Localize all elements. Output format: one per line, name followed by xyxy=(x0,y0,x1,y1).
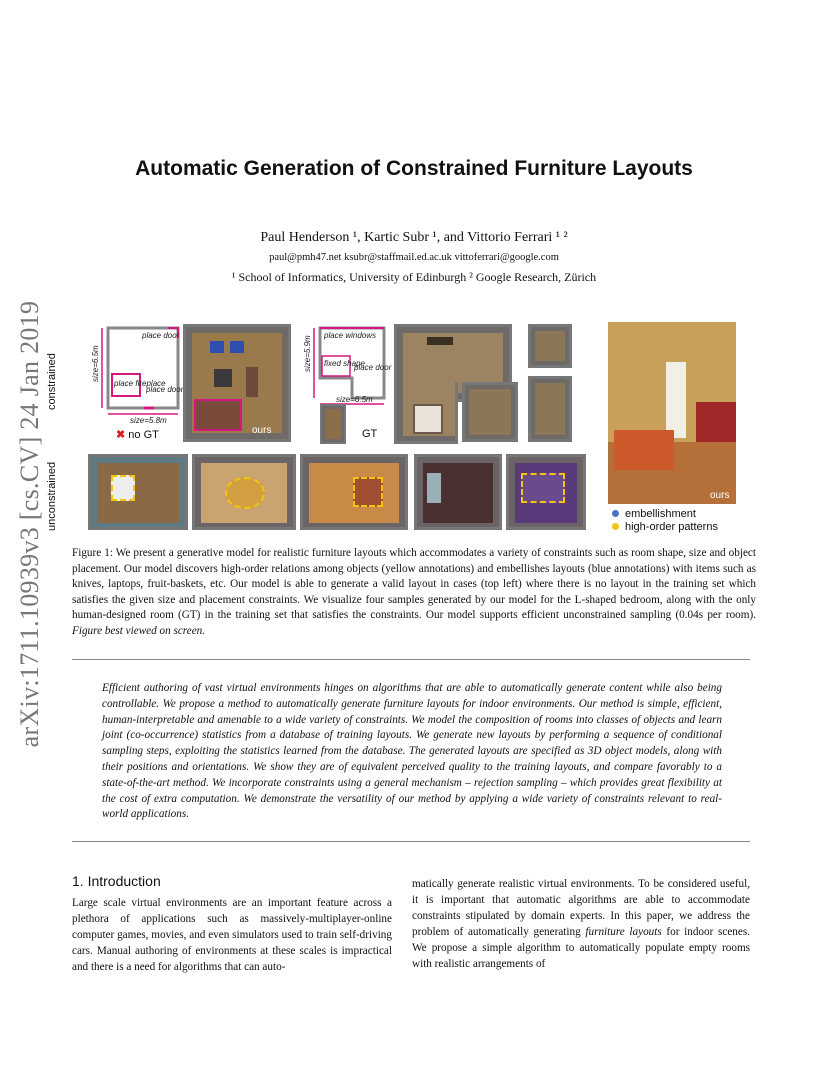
ours-label-3: ours xyxy=(710,490,730,501)
row-label-constrained: constrained xyxy=(46,353,58,410)
gt-label: GT xyxy=(362,428,378,440)
render-bedroom-sample-a xyxy=(528,324,572,368)
sketch2-fixed-shape-label: fixed shape xyxy=(324,359,365,368)
abstract: Efficient authoring of vast virtual environments hinges on algorithms that are able to automatically generate content while also being controllable. We propose a method to automatically generate furniture layouts for indoor environments. Our method is simple, efficient, human-interpretable and amenable to a wide variety of constraints. We model the composition of rooms into classes of objects and learn joint (co-occurrence) statistics from a database of training layouts. We generate new layouts by performing a sequence of conditional sampling steps, exploiting the statistics learned from the database. The generated layouts are specified as 3D object models, along with their positions and orientations. We show they are of equivalent perceived quality to the training layouts, and compare favorably to a state-of-the-art method. We incorporate constraints using a general mechanism – rejection sampling – which provides great flexibility at the cost of extra computation. We demonstrate the versatility of our method by applying a wide variety of constraints relevant to real-world applications. xyxy=(102,682,722,821)
render-bedroom-ours-lower xyxy=(394,382,458,444)
sketch2-size-vertical: size=5.9m xyxy=(303,335,312,372)
legend-high-order: high-order patterns xyxy=(612,521,718,534)
paper-title: Automatic Generation of Constrained Furniture Layouts xyxy=(135,157,693,180)
sketch1-place-door2-label: place door xyxy=(146,385,184,394)
blue-dot-icon xyxy=(612,510,619,517)
figure-legend xyxy=(612,508,718,534)
yellow-dot-icon xyxy=(612,523,619,530)
row-label-unconstrained: unconstrained xyxy=(46,461,58,531)
render-unconstrained-2 xyxy=(192,454,296,530)
intro-column-2: matically generate realistic virtual environments. To be considered useful, it is important that automatic algorithms are able to accommodate constraints stipulated by domain experts. In this paper, we address the problem of automatically generating furniture layouts for indoor scenes. We propose a simple algorithm to automatically populate empty rooms with realistic arrangements of xyxy=(412,878,751,970)
render-room-ours-1 xyxy=(183,324,291,442)
sketch2-place-door-label: place door xyxy=(354,363,392,372)
intro-column-1: Large scale virtual environments are an important feature across a plethora of applications such as massively-multiplayer-online computer games, movies, and even simulators used to train self-driving cars. Manual authoring of environments at these scales is impractical and there is a need for algorithms that can auto- xyxy=(72,897,392,973)
author-list: Paul Henderson ¹, Kartic Subr ¹, and Vittorio Ferrari ¹ ² xyxy=(260,230,568,245)
figure-1 xyxy=(46,320,770,542)
constraint-sketch-1 xyxy=(88,324,188,424)
render-kitchen-ours xyxy=(608,322,736,504)
render-gt-room xyxy=(320,404,346,444)
no-gt-label: ✖ no GT xyxy=(116,429,159,441)
render-unconstrained-5 xyxy=(506,454,586,530)
render-unconstrained-3 xyxy=(300,454,408,530)
ours-label-1: ours xyxy=(252,425,272,436)
figure-caption: Figure 1: We present a generative model for realistic furniture layouts which accommodates a variety of constraints such as room shape, size and object placement. Our model discovers high-order relations among objects (yellow annotations) and embellishes layouts (blue annotations) with items such as knives, laptops, fruit-baskets, etc. Our model is able to generate a valid layout in cases (top left) where there is no layout in the training set which satisfies the given size and placement constraints. We visualize four samples generated by our model for the L-shaped bedroom, along with the only human-designed room (GT) in the training set that satisfies the constraints. Our model supports efficient unconstrained sampling (0.04s per room). Figure best viewed on screen. xyxy=(72,547,756,637)
render-bedroom-sample-c xyxy=(462,382,518,442)
render-unconstrained-4 xyxy=(414,454,502,530)
sketch1-size-horizontal: size=5.8m xyxy=(130,416,167,424)
author-emails: paul@pmh47.net ksubr@staffmail.ed.ac.uk vittoferrari@google.com xyxy=(269,252,559,263)
render-unconstrained-1 xyxy=(88,454,188,530)
sketch1-size-vertical: size=6.5m xyxy=(91,345,100,382)
section-heading: 1. Introduction xyxy=(72,873,161,889)
legend-embellishment: embellishment xyxy=(612,508,718,521)
sketch2-place-windows-label: place windows xyxy=(324,331,377,340)
sketch1-place-fireplace-label: place fireplace xyxy=(114,379,166,388)
divider-bottom xyxy=(72,841,750,842)
divider-top xyxy=(72,659,750,660)
sketch1-place-door-label: place door xyxy=(142,331,180,340)
arxiv-identifier: arXiv:1711.10939v3 [cs.CV] 24 Jan 2019 xyxy=(15,300,44,748)
sketch2-size-horizontal: size=6.5m xyxy=(336,395,373,404)
constraint-sketch-2 xyxy=(302,322,392,432)
affiliations: ¹ School of Informatics, University of Edinburgh ² Google Research, Zürich xyxy=(231,270,597,284)
render-bedroom-sample-b xyxy=(528,376,572,442)
